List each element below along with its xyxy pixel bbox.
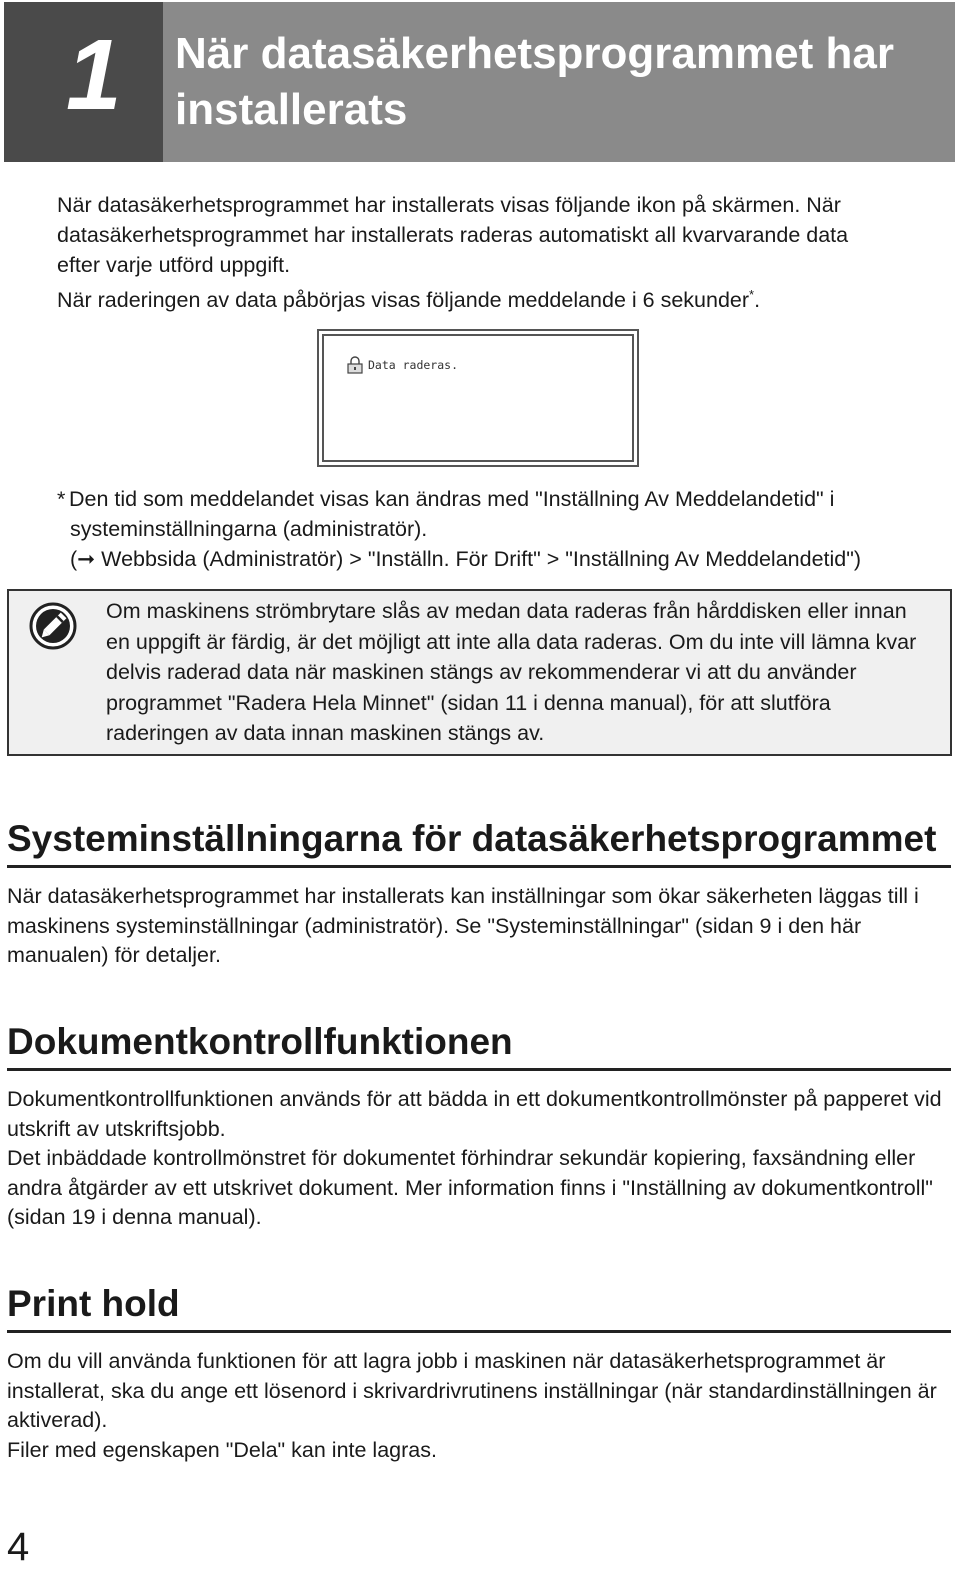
lock-icon bbox=[346, 356, 364, 374]
pencil-note-icon bbox=[28, 601, 78, 651]
document-control-paragraph: Dokumentkontrollfunktionen används för att bädda in ett dokumentkontrollmönster på papperet vid utskrift av utskriftsjobb. bbox=[7, 1087, 942, 1141]
section-heading-system: Systeminställningarna för datasäkerhetsprogrammet bbox=[7, 817, 951, 868]
chapter-number: 1 bbox=[66, 19, 122, 131]
print-hold-paragraph: Filer med egenskapen "Dela" kan inte lagras. bbox=[7, 1437, 437, 1462]
footnote-text: Den tid som meddelandet visas kan ändras med "Inställning Av Meddelandetid" i bbox=[69, 487, 835, 511]
print-hold-paragraph: Om du vill använda funktionen för att lagra jobb i maskinen när datasäkerhetsprogrammet är installerat, ska du ange ett lösenord i skrivardrivrutinens inställningar (när standardinställningen är aktiverad). bbox=[7, 1349, 937, 1432]
intro-line: datasäkerhetsprogrammet har installerats raderas automatiskt all kvarvarande data bbox=[57, 223, 849, 247]
intro-line: efter varje utförd uppgift. bbox=[57, 253, 291, 277]
screen-message bbox=[346, 356, 458, 374]
intro-paragraph bbox=[57, 190, 937, 315]
arrow-right-icon: ➞ bbox=[77, 547, 96, 571]
footnote-paren: ( bbox=[70, 547, 78, 571]
note-text: Om maskinens strömbrytare slås av medan data raderas från hårddisken eller innan en uppgift är färdig, är det möjligt att inte alla data raderas. Om du inte vill lämna kvar delvis raderad data när maskinen stängs av rekommenderar vi att du använder programmet "Radera Hela Minnet" (sidan 11 i denna manual), för att slutföra raderingen av data innan maskinen stängs av. bbox=[106, 599, 917, 745]
screen-inner-frame bbox=[322, 334, 634, 462]
section-heading-print-hold: Print hold bbox=[7, 1282, 951, 1333]
intro-line: När datasäkerhetsprogrammet har installerats visas följande ikon på skärmen. När bbox=[57, 193, 841, 217]
footnote-path: Webbsida (Administratör) > "Inställn. För Drift" > "Inställning Av Meddelandetid") bbox=[95, 547, 862, 571]
chapter-number-box bbox=[4, 2, 163, 162]
intro-line-end: . bbox=[754, 288, 761, 313]
chapter-header bbox=[4, 2, 955, 162]
document-control-paragraph: Det inbäddade kontrollmönstret för dokumentet förhindrar sekundär kopiering, faxsändning eller andra åtgärder av ett utskrivet dokument. Mer information finns i "Inställning av dokumentkontroll" (sidan 19 i denna manual). bbox=[7, 1146, 933, 1229]
section-text-system: När datasäkerhetsprogrammet har installerats kan inställningar som ökar säkerheten läggas till i maskinens systeminställningar (administratör). Se "Systeminställningar" (sidan 9 i den här manualen) för detaljer. bbox=[7, 884, 919, 967]
intro-line: När raderingen av data påbörjas visas följande meddelande i 6 sekunder bbox=[57, 288, 750, 313]
footnote-marker: * bbox=[749, 287, 755, 302]
footnote-line: systeminställningarna (administratör). bbox=[70, 517, 428, 541]
screen-message-text: Data raderas. bbox=[368, 358, 459, 372]
screen-display-illustration bbox=[317, 329, 639, 467]
footnote-line bbox=[57, 484, 947, 514]
section-heading-document-control: Dokumentkontrollfunktionen bbox=[7, 1020, 951, 1071]
footnote bbox=[57, 484, 947, 574]
footnote-star: * bbox=[57, 487, 66, 511]
chapter-title: När datasäkerhetsprogrammet har installerats bbox=[175, 29, 894, 134]
section-text-document-control bbox=[7, 1085, 951, 1233]
footnote-line bbox=[57, 544, 947, 574]
note-box bbox=[7, 589, 952, 756]
page-number: 4 bbox=[7, 1525, 30, 1569]
section-text-print-hold bbox=[7, 1347, 951, 1465]
